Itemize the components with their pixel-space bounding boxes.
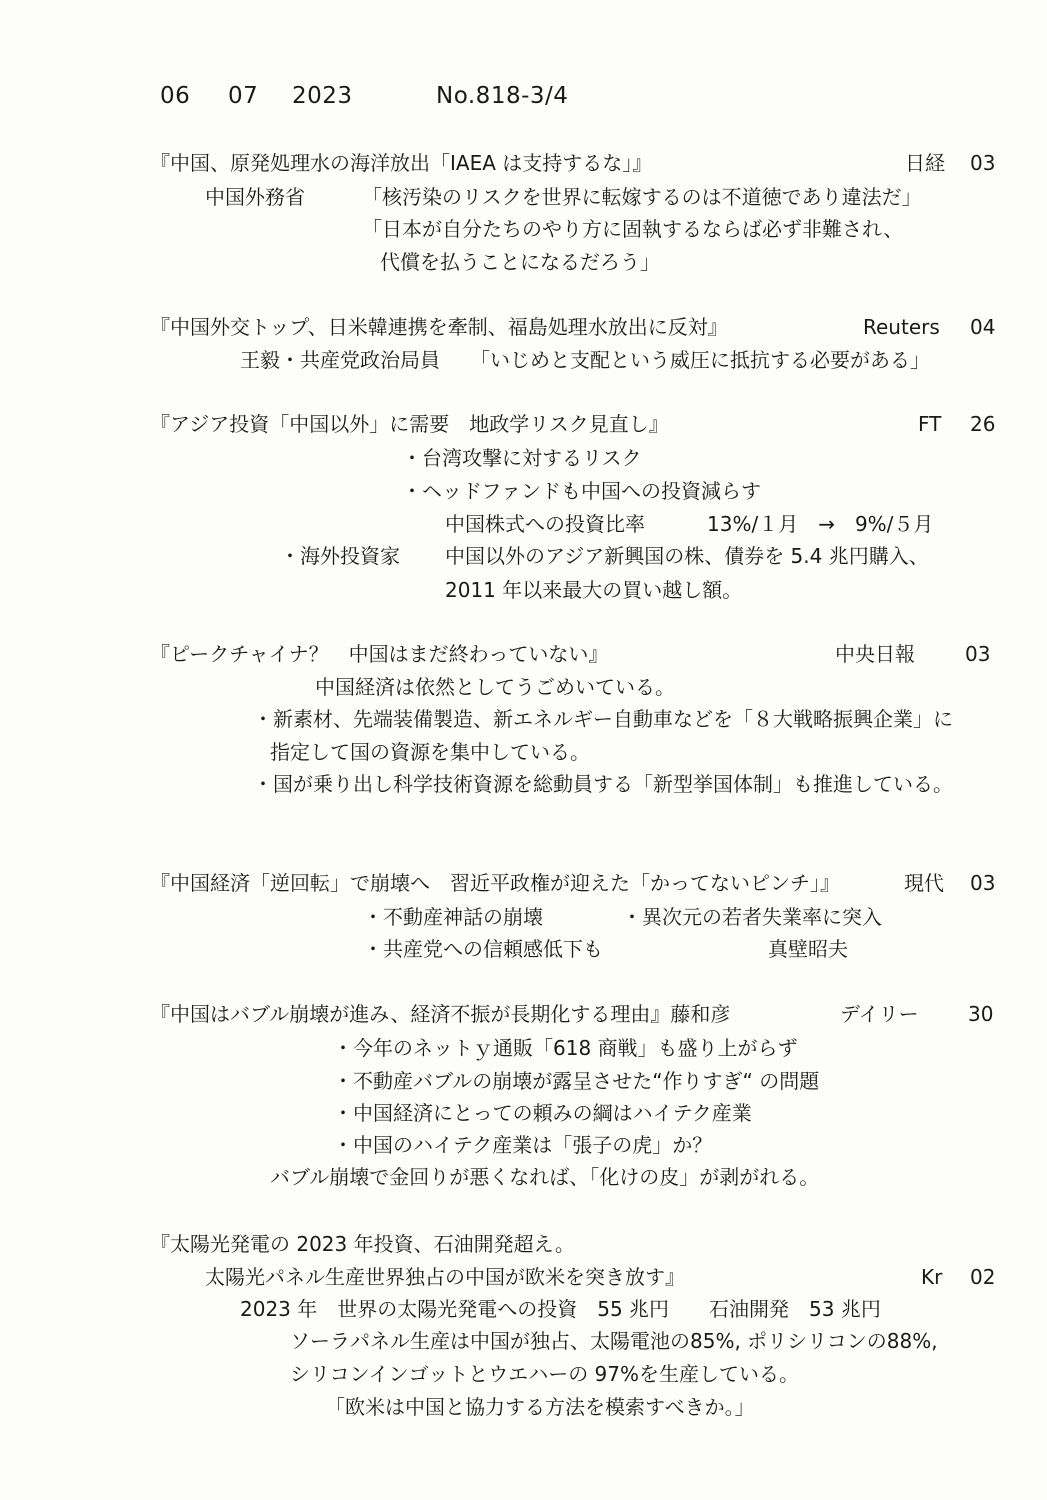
- article-title: 『太陽光発電の 2023 年投資、石油開発超え。: [150, 1232, 575, 1256]
- article-line: 真壁昭夫: [768, 937, 848, 961]
- article-line: 指定して国の資源を集中している。: [270, 740, 590, 764]
- article-date: 04: [970, 315, 996, 339]
- article-date: 26: [970, 412, 996, 436]
- article-source: Kr: [921, 1265, 943, 1289]
- header-month: 07: [228, 83, 259, 109]
- article-line: 中国以外のアジア新興国の株、債券を 5.4 兆円購入、: [445, 544, 929, 568]
- article-line: ・異次元の若者失業率に突入: [622, 905, 882, 929]
- article-line: ・中国のハイテク産業は「張子の虎」か？: [333, 1133, 713, 1157]
- article-line: 中国経済は依然としてうごめいている。: [315, 675, 675, 699]
- article-line: ・ヘッドファンドも中国への投資減らす: [402, 479, 761, 503]
- article-title: 『中国経済「逆回転」で崩壊へ 習近平政権が迎えた「かってないピンチ」』: [150, 871, 840, 895]
- article-line: 「日本が自分たちのやり方に固執するならば必ず非難され、: [362, 217, 904, 241]
- header-year: 2023: [292, 83, 353, 109]
- article-line: ソーラパネル生産は中国が独占、太陽電池の85%, ポリシリコンの88%,: [290, 1329, 938, 1353]
- article-source: FT: [918, 412, 942, 436]
- article-line: ・不動産バブルの崩壊が露呈させた“作りすぎ“ の問題: [333, 1069, 820, 1093]
- article-title: 『中国はバブル崩壊が進み、経済不振が長期化する理由』藤和彦: [150, 1002, 731, 1026]
- article-line: 中国株式への投資比率: [445, 512, 645, 536]
- article-title: 『中国外交トップ、日米韓連携を牽制、福島処理水放出に反対』: [150, 315, 728, 339]
- article-date: 03: [970, 151, 996, 175]
- article-source: デイリー: [840, 1002, 919, 1026]
- article-title: 『アジア投資「中国以外」に需要 地政学リスク見直し』: [150, 412, 669, 436]
- article-line: ・新素材、先端装備製造、新エネルギー自動車などを「８大戦略振興企業」に: [253, 707, 953, 731]
- article-line: 13%/１月 → 9%/５月: [707, 512, 934, 536]
- article-date: 30: [968, 1002, 994, 1026]
- article-source: Reuters: [863, 315, 940, 339]
- article-line: 2011 年以来最大の買い越し額。: [445, 578, 743, 602]
- article-date: 03: [970, 871, 996, 895]
- article-line: ・国が乗り出し科学技術資源を総動員する「新型挙国体制」も推進している。: [253, 772, 953, 796]
- article-line: 代償を払うことになるだろう」: [380, 250, 660, 274]
- article-source: 中央日報: [835, 642, 915, 666]
- article-title-continued: 太陽光パネル生産世界独占の中国が欧米を突き放す』: [205, 1265, 685, 1289]
- article-title: 『中国、原発処理水の海洋放出「IAEA は支持するな」』: [150, 151, 653, 175]
- article-line: ・台湾攻撃に対するリスク: [402, 446, 642, 470]
- article-line: 王毅・共産党政治局員: [240, 348, 440, 372]
- article-line: 中国外務省: [205, 185, 305, 209]
- article-line: バブル崩壊で金回りが悪くなれば、「化けの皮」が剥がれる。: [270, 1165, 820, 1189]
- article-source: 日経: [905, 151, 945, 175]
- article-line: ・今年のネットｙ通販「618 商戦」も盛り上がらず: [333, 1036, 798, 1060]
- header-day: 06: [160, 83, 191, 109]
- article-line: 「いじめと支配という威圧に抵抗する必要がある」: [470, 348, 930, 372]
- article-line: シリコンインゴットとウエハーの 97%を生産している。: [290, 1362, 800, 1386]
- article-date: 02: [970, 1265, 996, 1289]
- article-line: ・不動産神話の崩壊: [363, 905, 543, 929]
- article-title: 『ピークチャイナ？ 中国はまだ終わっていない』: [150, 642, 609, 666]
- article-line: ・中国経済にとっての頼みの綱はハイテク産業: [333, 1101, 752, 1125]
- article-line: 2023 年 世界の太陽光発電への投資 55 兆円 石油開発 53 兆円: [240, 1297, 881, 1321]
- header-issue: No.818-3/4: [436, 83, 569, 109]
- article-date: 03: [965, 642, 991, 666]
- article-line: ・海外投資家: [280, 544, 400, 568]
- article-source: 現代: [904, 871, 944, 895]
- article-line: 「欧米は中国と協力する方法を模索すべきか。」: [325, 1395, 755, 1419]
- article-line: ・共産党への信頼感低下も: [363, 937, 603, 961]
- article-line: 「核汚染のリスクを世界に転嫁するのは不道徳であり違法だ」: [362, 185, 922, 209]
